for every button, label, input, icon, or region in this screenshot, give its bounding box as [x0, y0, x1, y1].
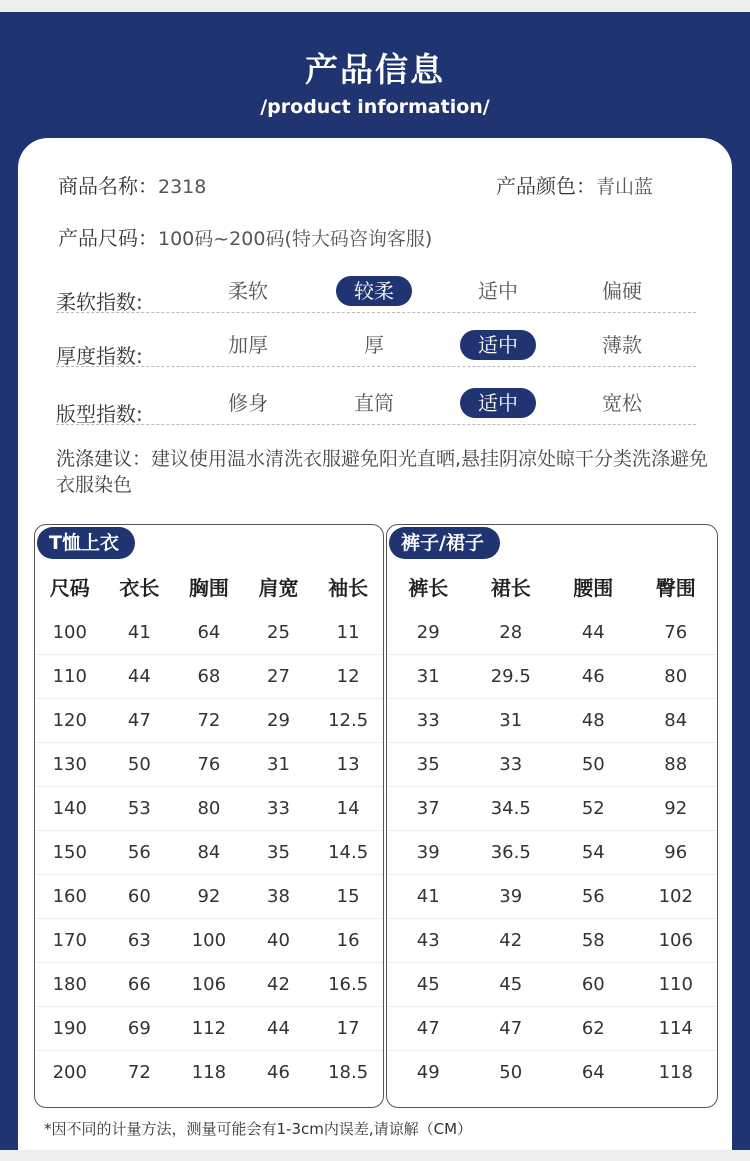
- index-label: 柔软指数:: [56, 290, 143, 314]
- table-cell: 28: [469, 611, 552, 655]
- table-cell: 170: [35, 919, 105, 963]
- index-label: 厚度指数:: [56, 344, 143, 368]
- table-cell: 42: [469, 919, 552, 963]
- table-cell: 16.5: [313, 963, 383, 1007]
- table-row: [35, 963, 383, 1007]
- table-cell: 118: [658, 1062, 693, 1083]
- top-strip: [0, 0, 750, 12]
- table-cell: 96: [635, 831, 717, 875]
- table-cell: 33: [387, 699, 469, 743]
- table-row: [387, 655, 717, 699]
- table-cell: 92: [174, 875, 244, 919]
- table-cell: 62: [552, 1007, 634, 1051]
- bottom-strip: [0, 1150, 750, 1161]
- table-row: [35, 655, 383, 699]
- table-cell: 40: [244, 919, 314, 963]
- tshirt-size-table: [34, 524, 384, 1108]
- column-header: 腰围: [573, 575, 614, 600]
- table-cell: 56: [552, 875, 634, 919]
- column-header: 衣长: [119, 575, 160, 600]
- table-row: [387, 963, 717, 1007]
- index-option: 宽松: [602, 391, 642, 415]
- table-cell: 118: [191, 1062, 227, 1083]
- wash-label: 洗涤建议：: [56, 448, 152, 470]
- index-label: 版型指数:: [56, 402, 143, 426]
- product-name-value: 2318: [158, 176, 207, 198]
- table-cell: 102: [635, 875, 717, 919]
- info-card: [18, 138, 732, 1150]
- pants-table-title: 裤子/裙子: [389, 527, 500, 559]
- product-color-row: [496, 170, 653, 199]
- table-cell: 16: [313, 919, 383, 963]
- table-cell: 39: [469, 875, 552, 919]
- table-cell: 29.5: [469, 655, 552, 699]
- table-cell: 76: [174, 743, 244, 787]
- table-row: [387, 875, 717, 919]
- table-cell: 27: [244, 655, 314, 699]
- table-cell: 29: [387, 611, 469, 655]
- table-row: [35, 787, 383, 831]
- table-cell: 60: [105, 875, 175, 919]
- product-size-label: 产品尺码：: [58, 226, 158, 250]
- tshirt-table-grid: [35, 561, 383, 1094]
- table-row: [387, 611, 717, 655]
- table-cell: 72: [127, 1062, 151, 1083]
- table-cell: 64: [174, 611, 244, 655]
- index-option: 厚: [364, 333, 384, 357]
- table-cell: 31: [244, 743, 314, 787]
- table-cell: 35: [387, 743, 469, 787]
- table-cell: 180: [35, 963, 105, 1007]
- table-cell: 58: [552, 919, 634, 963]
- table-cell: 48: [552, 699, 634, 743]
- index-option-selected: 适中: [460, 330, 536, 360]
- table-row: [387, 919, 717, 963]
- product-name-row: [58, 170, 206, 199]
- table-cell: 36.5: [469, 831, 552, 875]
- table-cell: 33: [244, 787, 314, 831]
- index-row: [56, 330, 696, 367]
- table-cell: 100: [174, 919, 244, 963]
- table-row: [35, 831, 383, 875]
- table-cell: 64: [581, 1062, 605, 1083]
- table-cell: 35: [244, 831, 314, 875]
- table-cell: 160: [35, 875, 105, 919]
- product-size-row: [58, 222, 432, 251]
- index-option-selected: 适中: [460, 388, 536, 418]
- product-name-label: 商品名称：: [58, 174, 158, 198]
- table-cell: 80: [174, 787, 244, 831]
- table-cell: 49: [416, 1062, 440, 1083]
- column-header: 裤长: [408, 575, 449, 600]
- page-subtitle: /product information/: [260, 96, 490, 118]
- table-cell: 84: [635, 699, 717, 743]
- column-header: 裙长: [490, 575, 531, 600]
- table-cell: 14.5: [313, 831, 383, 875]
- index-option-selected: 较柔: [336, 276, 412, 306]
- table-cell: 130: [35, 743, 105, 787]
- table-cell: 72: [174, 699, 244, 743]
- table-cell: 45: [387, 963, 469, 1007]
- table-cell: 44: [105, 655, 175, 699]
- table-row: [387, 699, 717, 743]
- table-cell: 12.5: [313, 699, 383, 743]
- index-option: 偏硬: [602, 279, 642, 303]
- table-cell: 106: [635, 919, 717, 963]
- table-row: [387, 1051, 717, 1095]
- table-cell: 120: [35, 699, 105, 743]
- table-cell: 38: [244, 875, 314, 919]
- table-cell: 63: [105, 919, 175, 963]
- index-row: [56, 388, 696, 425]
- table-cell: 41: [387, 875, 469, 919]
- column-header: 肩宽: [258, 575, 299, 600]
- table-cell: 100: [35, 611, 105, 655]
- table-row: [35, 699, 383, 743]
- table-cell: 56: [105, 831, 175, 875]
- table-cell: 150: [35, 831, 105, 875]
- product-color-label: 产品颜色：: [496, 174, 596, 198]
- table-cell: 54: [552, 831, 634, 875]
- table-cell: 53: [105, 787, 175, 831]
- table-cell: 76: [635, 611, 717, 655]
- page-title: 产品信息: [305, 50, 445, 89]
- table-cell: 50: [552, 743, 634, 787]
- table-cell: 31: [469, 699, 552, 743]
- column-header: 袖长: [328, 575, 369, 600]
- tshirt-table-title: T恤上衣: [37, 527, 135, 559]
- table-cell: 200: [52, 1062, 87, 1083]
- table-cell: 50: [105, 743, 175, 787]
- table-cell: 14: [313, 787, 383, 831]
- wash-advice: [56, 446, 716, 498]
- index-option: 加厚: [228, 333, 268, 357]
- pants-table-grid: [387, 561, 717, 1094]
- table-cell: 190: [35, 1007, 105, 1051]
- table-row: [35, 611, 383, 655]
- table-row: [35, 1051, 383, 1095]
- table-row: [35, 919, 383, 963]
- table-cell: 47: [387, 1007, 469, 1051]
- index-option: 适中: [478, 279, 518, 303]
- table-cell: 45: [469, 963, 552, 1007]
- table-cell: 25: [244, 611, 314, 655]
- table-header-row: [35, 561, 383, 611]
- table-cell: 34.5: [469, 787, 552, 831]
- table-cell: 80: [635, 655, 717, 699]
- table-cell: 92: [635, 787, 717, 831]
- table-cell: 33: [469, 743, 552, 787]
- table-cell: 52: [552, 787, 634, 831]
- table-cell: 42: [244, 963, 314, 1007]
- table-cell: 46: [267, 1062, 290, 1083]
- table-row: [35, 1007, 383, 1051]
- table-cell: 13: [313, 743, 383, 787]
- table-row: [387, 831, 717, 875]
- table-row: [35, 743, 383, 787]
- table-cell: 84: [174, 831, 244, 875]
- table-cell: 44: [244, 1007, 314, 1051]
- pants-size-table: [386, 524, 718, 1108]
- table-cell: 41: [105, 611, 175, 655]
- index-option: 柔软: [228, 279, 268, 303]
- table-cell: 110: [35, 655, 105, 699]
- column-header: 尺码: [49, 575, 90, 600]
- table-cell: 110: [635, 963, 717, 1007]
- table-row: [35, 875, 383, 919]
- table-row: [387, 1007, 717, 1051]
- table-cell: 31: [387, 655, 469, 699]
- table-cell: 50: [499, 1062, 523, 1083]
- index-option: 直筒: [354, 391, 394, 415]
- table-cell: 43: [387, 919, 469, 963]
- table-cell: 17: [313, 1007, 383, 1051]
- table-row: [387, 787, 717, 831]
- table-row: [387, 743, 717, 787]
- table-cell: 37: [387, 787, 469, 831]
- product-size-value: 100码~200码(特大码咨询客服): [158, 228, 433, 250]
- table-cell: 114: [635, 1007, 717, 1051]
- product-color-value: 青山蓝: [596, 176, 654, 198]
- table-cell: 44: [552, 611, 634, 655]
- table-cell: 29: [244, 699, 314, 743]
- table-cell: 18.5: [328, 1062, 369, 1083]
- table-cell: 106: [174, 963, 244, 1007]
- table-cell: 68: [174, 655, 244, 699]
- table-header-row: [387, 561, 717, 611]
- table-cell: 47: [105, 699, 175, 743]
- table-cell: 112: [174, 1007, 244, 1051]
- column-header: 臀围: [655, 575, 696, 600]
- index-row: [56, 276, 696, 313]
- table-cell: 12: [313, 655, 383, 699]
- table-cell: 47: [469, 1007, 552, 1051]
- measurement-note: *因不同的计量方法，测量可能会有1-3cm内误差,请谅解（CM）: [44, 1120, 473, 1138]
- table-cell: 88: [635, 743, 717, 787]
- table-cell: 46: [552, 655, 634, 699]
- table-cell: 66: [105, 963, 175, 1007]
- table-cell: 60: [552, 963, 634, 1007]
- column-header: 胸围: [188, 575, 229, 600]
- index-option: 薄款: [602, 333, 642, 357]
- table-cell: 39: [387, 831, 469, 875]
- table-cell: 11: [313, 611, 383, 655]
- wash-text: 建议使用温水清洗衣服避免阳光直晒,悬挂阴凉处晾干分类洗涤避免衣服染色: [56, 448, 709, 496]
- index-option: 修身: [228, 391, 268, 415]
- table-cell: 140: [35, 787, 105, 831]
- table-cell: 69: [105, 1007, 175, 1051]
- table-cell: 15: [313, 875, 383, 919]
